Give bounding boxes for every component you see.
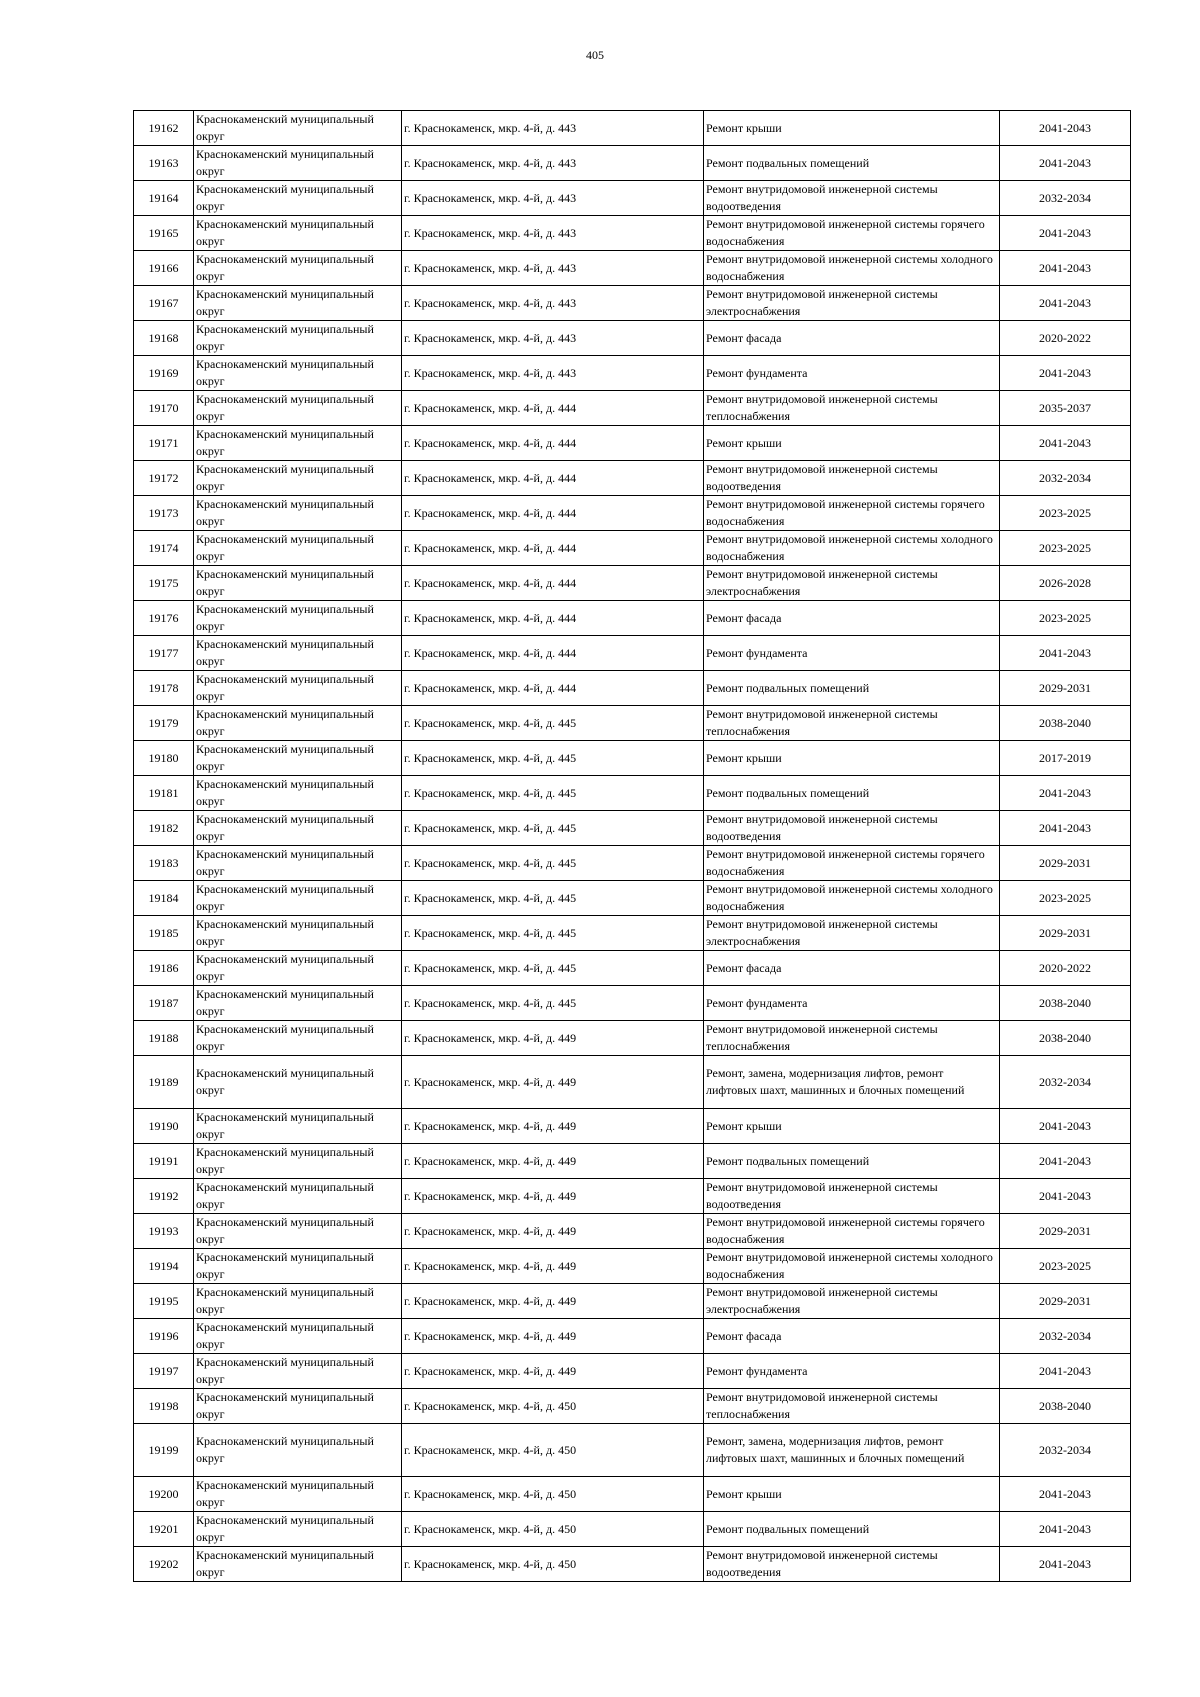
row-number-cell: 19198 bbox=[134, 1389, 194, 1424]
address-cell: г. Краснокаменск, мкр. 4-й, д. 443 bbox=[402, 181, 704, 216]
work-type-cell: Ремонт фасада bbox=[704, 321, 1000, 356]
table-row bbox=[134, 636, 1131, 671]
municipality-cell: Краснокаменский муниципальный округ bbox=[194, 1021, 402, 1056]
row-number-cell: 19170 bbox=[134, 391, 194, 426]
row-number-cell: 19194 bbox=[134, 1249, 194, 1284]
table-row bbox=[134, 706, 1131, 741]
address-cell: г. Краснокаменск, мкр. 4-й, д. 444 bbox=[402, 566, 704, 601]
work-type-cell: Ремонт внутридомовой инженерной системы водоотведения bbox=[704, 1179, 1000, 1214]
row-number-cell: 19164 bbox=[134, 181, 194, 216]
row-number-cell: 19184 bbox=[134, 881, 194, 916]
table-row bbox=[134, 811, 1131, 846]
years-cell: 2041-2043 bbox=[1000, 1512, 1131, 1547]
years-cell: 2041-2043 bbox=[1000, 811, 1131, 846]
address-cell: г. Краснокаменск, мкр. 4-й, д. 445 bbox=[402, 951, 704, 986]
work-type-cell: Ремонт, замена, модернизация лифтов, ремонт лифтовых шахт, машинных и блочных помещений bbox=[704, 1424, 1000, 1477]
years-cell: 2029-2031 bbox=[1000, 916, 1131, 951]
years-cell: 2023-2025 bbox=[1000, 531, 1131, 566]
work-type-cell: Ремонт внутридомовой инженерной системы холодного водоснабжения bbox=[704, 881, 1000, 916]
address-cell: г. Краснокаменск, мкр. 4-й, д. 449 bbox=[402, 1179, 704, 1214]
municipality-cell: Краснокаменский муниципальный округ bbox=[194, 636, 402, 671]
row-number-cell: 19179 bbox=[134, 706, 194, 741]
table-row bbox=[134, 426, 1131, 461]
work-type-cell: Ремонт, замена, модернизация лифтов, ремонт лифтовых шахт, машинных и блочных помещений bbox=[704, 1056, 1000, 1109]
row-number-cell: 19200 bbox=[134, 1477, 194, 1512]
table-row bbox=[134, 1109, 1131, 1144]
years-cell: 2032-2034 bbox=[1000, 1424, 1131, 1477]
municipality-cell: Краснокаменский муниципальный округ bbox=[194, 811, 402, 846]
table-row bbox=[134, 321, 1131, 356]
table-row bbox=[134, 1021, 1131, 1056]
municipality-cell: Краснокаменский муниципальный округ bbox=[194, 741, 402, 776]
address-cell: г. Краснокаменск, мкр. 4-й, д. 449 bbox=[402, 1284, 704, 1319]
work-type-cell: Ремонт фундамента bbox=[704, 1354, 1000, 1389]
years-cell: 2041-2043 bbox=[1000, 111, 1131, 146]
row-number-cell: 19168 bbox=[134, 321, 194, 356]
page-number: 405 bbox=[586, 48, 604, 62]
repair-schedule-table bbox=[133, 110, 1131, 1582]
row-number-cell: 19172 bbox=[134, 461, 194, 496]
work-type-cell: Ремонт фасада bbox=[704, 1319, 1000, 1354]
table-row bbox=[134, 1477, 1131, 1512]
address-cell: г. Краснокаменск, мкр. 4-й, д. 445 bbox=[402, 986, 704, 1021]
years-cell: 2029-2031 bbox=[1000, 846, 1131, 881]
address-cell: г. Краснокаменск, мкр. 4-й, д. 445 bbox=[402, 846, 704, 881]
years-cell: 2038-2040 bbox=[1000, 986, 1131, 1021]
work-type-cell: Ремонт фундамента bbox=[704, 986, 1000, 1021]
years-cell: 2032-2034 bbox=[1000, 461, 1131, 496]
table-row bbox=[134, 881, 1131, 916]
table-row bbox=[134, 1354, 1131, 1389]
years-cell: 2041-2043 bbox=[1000, 1144, 1131, 1179]
table-row bbox=[134, 251, 1131, 286]
years-cell: 2023-2025 bbox=[1000, 1249, 1131, 1284]
municipality-cell: Краснокаменский муниципальный округ bbox=[194, 426, 402, 461]
table-row bbox=[134, 776, 1131, 811]
years-cell: 2017-2019 bbox=[1000, 741, 1131, 776]
row-number-cell: 19190 bbox=[134, 1109, 194, 1144]
work-type-cell: Ремонт внутридомовой инженерной системы теплоснабжения bbox=[704, 1389, 1000, 1424]
work-type-cell: Ремонт подвальных помещений bbox=[704, 1512, 1000, 1547]
address-cell: г. Краснокаменск, мкр. 4-й, д. 444 bbox=[402, 601, 704, 636]
work-type-cell: Ремонт фасада bbox=[704, 601, 1000, 636]
address-cell: г. Краснокаменск, мкр. 4-й, д. 449 bbox=[402, 1144, 704, 1179]
table-row bbox=[134, 566, 1131, 601]
work-type-cell: Ремонт внутридомовой инженерной системы холодного водоснабжения bbox=[704, 531, 1000, 566]
table-row bbox=[134, 1284, 1131, 1319]
address-cell: г. Краснокаменск, мкр. 4-й, д. 445 bbox=[402, 741, 704, 776]
row-number-cell: 19177 bbox=[134, 636, 194, 671]
years-cell: 2041-2043 bbox=[1000, 146, 1131, 181]
years-cell: 2032-2034 bbox=[1000, 1319, 1131, 1354]
municipality-cell: Краснокаменский муниципальный округ bbox=[194, 1179, 402, 1214]
row-number-cell: 19174 bbox=[134, 531, 194, 566]
work-type-cell: Ремонт подвальных помещений bbox=[704, 776, 1000, 811]
row-number-cell: 19187 bbox=[134, 986, 194, 1021]
table-row bbox=[134, 1389, 1131, 1424]
work-type-cell: Ремонт подвальных помещений bbox=[704, 671, 1000, 706]
address-cell: г. Краснокаменск, мкр. 4-й, д. 444 bbox=[402, 391, 704, 426]
municipality-cell: Краснокаменский муниципальный округ bbox=[194, 1319, 402, 1354]
row-number-cell: 19169 bbox=[134, 356, 194, 391]
years-cell: 2041-2043 bbox=[1000, 356, 1131, 391]
row-number-cell: 19186 bbox=[134, 951, 194, 986]
row-number-cell: 19171 bbox=[134, 426, 194, 461]
municipality-cell: Краснокаменский муниципальный округ bbox=[194, 1056, 402, 1109]
row-number-cell: 19181 bbox=[134, 776, 194, 811]
work-type-cell: Ремонт фундамента bbox=[704, 636, 1000, 671]
municipality-cell: Краснокаменский муниципальный округ bbox=[194, 321, 402, 356]
address-cell: г. Краснокаменск, мкр. 4-й, д. 449 bbox=[402, 1056, 704, 1109]
years-cell: 2041-2043 bbox=[1000, 636, 1131, 671]
years-cell: 2032-2034 bbox=[1000, 1056, 1131, 1109]
row-number-cell: 19192 bbox=[134, 1179, 194, 1214]
years-cell: 2041-2043 bbox=[1000, 1109, 1131, 1144]
work-type-cell: Ремонт внутридомовой инженерной системы горячего водоснабжения bbox=[704, 496, 1000, 531]
table-row bbox=[134, 741, 1131, 776]
address-cell: г. Краснокаменск, мкр. 4-й, д. 443 bbox=[402, 286, 704, 321]
address-cell: г. Краснокаменск, мкр. 4-й, д. 450 bbox=[402, 1547, 704, 1582]
row-number-cell: 19197 bbox=[134, 1354, 194, 1389]
table-row bbox=[134, 951, 1131, 986]
work-type-cell: Ремонт внутридомовой инженерной системы холодного водоснабжения bbox=[704, 1249, 1000, 1284]
row-number-cell: 19196 bbox=[134, 1319, 194, 1354]
years-cell: 2023-2025 bbox=[1000, 601, 1131, 636]
years-cell: 2023-2025 bbox=[1000, 881, 1131, 916]
address-cell: г. Краснокаменск, мкр. 4-й, д. 444 bbox=[402, 461, 704, 496]
row-number-cell: 19191 bbox=[134, 1144, 194, 1179]
years-cell: 2041-2043 bbox=[1000, 216, 1131, 251]
table-row bbox=[134, 601, 1131, 636]
table-row bbox=[134, 356, 1131, 391]
table-row bbox=[134, 391, 1131, 426]
years-cell: 2038-2040 bbox=[1000, 1389, 1131, 1424]
municipality-cell: Краснокаменский муниципальный округ bbox=[194, 1424, 402, 1477]
municipality-cell: Краснокаменский муниципальный округ bbox=[194, 1214, 402, 1249]
row-number-cell: 19175 bbox=[134, 566, 194, 601]
address-cell: г. Краснокаменск, мкр. 4-й, д. 449 bbox=[402, 1319, 704, 1354]
municipality-cell: Краснокаменский муниципальный округ bbox=[194, 846, 402, 881]
years-cell: 2041-2043 bbox=[1000, 286, 1131, 321]
work-type-cell: Ремонт внутридомовой инженерной системы электроснабжения bbox=[704, 916, 1000, 951]
row-number-cell: 19176 bbox=[134, 601, 194, 636]
years-cell: 2029-2031 bbox=[1000, 671, 1131, 706]
municipality-cell: Краснокаменский муниципальный округ bbox=[194, 881, 402, 916]
table-row bbox=[134, 146, 1131, 181]
address-cell: г. Краснокаменск, мкр. 4-й, д. 443 bbox=[402, 251, 704, 286]
municipality-cell: Краснокаменский муниципальный округ bbox=[194, 1477, 402, 1512]
years-cell: 2041-2043 bbox=[1000, 1477, 1131, 1512]
address-cell: г. Краснокаменск, мкр. 4-й, д. 444 bbox=[402, 671, 704, 706]
years-cell: 2023-2025 bbox=[1000, 496, 1131, 531]
years-cell: 2038-2040 bbox=[1000, 706, 1131, 741]
address-cell: г. Краснокаменск, мкр. 4-й, д. 443 bbox=[402, 146, 704, 181]
row-number-cell: 19202 bbox=[134, 1547, 194, 1582]
municipality-cell: Краснокаменский муниципальный округ bbox=[194, 496, 402, 531]
table-row bbox=[134, 1512, 1131, 1547]
work-type-cell: Ремонт внутридомовой инженерной системы горячего водоснабжения bbox=[704, 1214, 1000, 1249]
municipality-cell: Краснокаменский муниципальный округ bbox=[194, 286, 402, 321]
address-cell: г. Краснокаменск, мкр. 4-й, д. 444 bbox=[402, 426, 704, 461]
row-number-cell: 19201 bbox=[134, 1512, 194, 1547]
work-type-cell: Ремонт внутридомовой инженерной системы водоотведения bbox=[704, 1547, 1000, 1582]
row-number-cell: 19180 bbox=[134, 741, 194, 776]
years-cell: 2041-2043 bbox=[1000, 1179, 1131, 1214]
address-cell: г. Краснокаменск, мкр. 4-й, д. 444 bbox=[402, 531, 704, 566]
municipality-cell: Краснокаменский муниципальный округ bbox=[194, 671, 402, 706]
municipality-cell: Краснокаменский муниципальный округ bbox=[194, 391, 402, 426]
municipality-cell: Краснокаменский муниципальный округ bbox=[194, 1389, 402, 1424]
table-row bbox=[134, 496, 1131, 531]
address-cell: г. Краснокаменск, мкр. 4-й, д. 450 bbox=[402, 1512, 704, 1547]
table-row bbox=[134, 1056, 1131, 1109]
address-cell: г. Краснокаменск, мкр. 4-й, д. 445 bbox=[402, 916, 704, 951]
table-row bbox=[134, 111, 1131, 146]
municipality-cell: Краснокаменский муниципальный округ bbox=[194, 951, 402, 986]
table-row bbox=[134, 986, 1131, 1021]
address-cell: г. Краснокаменск, мкр. 4-й, д. 450 bbox=[402, 1477, 704, 1512]
municipality-cell: Краснокаменский муниципальный округ bbox=[194, 1354, 402, 1389]
work-type-cell: Ремонт крыши bbox=[704, 426, 1000, 461]
work-type-cell: Ремонт фундамента bbox=[704, 356, 1000, 391]
table-row bbox=[134, 1319, 1131, 1354]
address-cell: г. Краснокаменск, мкр. 4-й, д. 449 bbox=[402, 1249, 704, 1284]
row-number-cell: 19162 bbox=[134, 111, 194, 146]
work-type-cell: Ремонт внутридомовой инженерной системы теплоснабжения bbox=[704, 1021, 1000, 1056]
municipality-cell: Краснокаменский муниципальный округ bbox=[194, 251, 402, 286]
address-cell: г. Краснокаменск, мкр. 4-й, д. 443 bbox=[402, 356, 704, 391]
row-number-cell: 19166 bbox=[134, 251, 194, 286]
years-cell: 2041-2043 bbox=[1000, 426, 1131, 461]
table-row bbox=[134, 461, 1131, 496]
municipality-cell: Краснокаменский муниципальный округ bbox=[194, 216, 402, 251]
years-cell: 2041-2043 bbox=[1000, 1547, 1131, 1582]
row-number-cell: 19189 bbox=[134, 1056, 194, 1109]
work-type-cell: Ремонт внутридомовой инженерной системы электроснабжения bbox=[704, 1284, 1000, 1319]
years-cell: 2020-2022 bbox=[1000, 321, 1131, 356]
municipality-cell: Краснокаменский муниципальный округ bbox=[194, 776, 402, 811]
municipality-cell: Краснокаменский муниципальный округ bbox=[194, 356, 402, 391]
years-cell: 2026-2028 bbox=[1000, 566, 1131, 601]
address-cell: г. Краснокаменск, мкр. 4-й, д. 449 bbox=[402, 1109, 704, 1144]
row-number-cell: 19199 bbox=[134, 1424, 194, 1477]
work-type-cell: Ремонт крыши bbox=[704, 1109, 1000, 1144]
address-cell: г. Краснокаменск, мкр. 4-й, д. 445 bbox=[402, 881, 704, 916]
municipality-cell: Краснокаменский муниципальный округ bbox=[194, 1547, 402, 1582]
work-type-cell: Ремонт внутридомовой инженерной системы электроснабжения bbox=[704, 286, 1000, 321]
address-cell: г. Краснокаменск, мкр. 4-й, д. 449 bbox=[402, 1354, 704, 1389]
address-cell: г. Краснокаменск, мкр. 4-й, д. 450 bbox=[402, 1389, 704, 1424]
address-cell: г. Краснокаменск, мкр. 4-й, д. 445 bbox=[402, 706, 704, 741]
municipality-cell: Краснокаменский муниципальный округ bbox=[194, 706, 402, 741]
row-number-cell: 19182 bbox=[134, 811, 194, 846]
work-type-cell: Ремонт подвальных помещений bbox=[704, 146, 1000, 181]
table-row bbox=[134, 531, 1131, 566]
row-number-cell: 19167 bbox=[134, 286, 194, 321]
table-row bbox=[134, 1144, 1131, 1179]
years-cell: 2035-2037 bbox=[1000, 391, 1131, 426]
municipality-cell: Краснокаменский муниципальный округ bbox=[194, 986, 402, 1021]
address-cell: г. Краснокаменск, мкр. 4-й, д. 449 bbox=[402, 1214, 704, 1249]
table-row bbox=[134, 216, 1131, 251]
work-type-cell: Ремонт подвальных помещений bbox=[704, 1144, 1000, 1179]
municipality-cell: Краснокаменский муниципальный округ bbox=[194, 601, 402, 636]
work-type-cell: Ремонт крыши bbox=[704, 1477, 1000, 1512]
row-number-cell: 19183 bbox=[134, 846, 194, 881]
years-cell: 2029-2031 bbox=[1000, 1284, 1131, 1319]
address-cell: г. Краснокаменск, мкр. 4-й, д. 443 bbox=[402, 321, 704, 356]
address-cell: г. Краснокаменск, мкр. 4-й, д. 443 bbox=[402, 216, 704, 251]
row-number-cell: 19173 bbox=[134, 496, 194, 531]
address-cell: г. Краснокаменск, мкр. 4-й, д. 443 bbox=[402, 111, 704, 146]
address-cell: г. Краснокаменск, мкр. 4-й, д. 444 bbox=[402, 636, 704, 671]
table-row bbox=[134, 671, 1131, 706]
work-type-cell: Ремонт внутридомовой инженерной системы электроснабжения bbox=[704, 566, 1000, 601]
work-type-cell: Ремонт внутридомовой инженерной системы водоотведения bbox=[704, 461, 1000, 496]
years-cell: 2029-2031 bbox=[1000, 1214, 1131, 1249]
municipality-cell: Краснокаменский муниципальный округ bbox=[194, 146, 402, 181]
table-row bbox=[134, 1214, 1131, 1249]
row-number-cell: 19165 bbox=[134, 216, 194, 251]
years-cell: 2020-2022 bbox=[1000, 951, 1131, 986]
address-cell: г. Краснокаменск, мкр. 4-й, д. 449 bbox=[402, 1021, 704, 1056]
municipality-cell: Краснокаменский муниципальный округ bbox=[194, 566, 402, 601]
municipality-cell: Краснокаменский муниципальный округ bbox=[194, 916, 402, 951]
address-cell: г. Краснокаменск, мкр. 4-й, д. 445 bbox=[402, 811, 704, 846]
work-type-cell: Ремонт внутридомовой инженерной системы холодного водоснабжения bbox=[704, 251, 1000, 286]
work-type-cell: Ремонт внутридомовой инженерной системы теплоснабжения bbox=[704, 706, 1000, 741]
table-row bbox=[134, 1424, 1131, 1477]
table-row bbox=[134, 846, 1131, 881]
table-row bbox=[134, 1547, 1131, 1582]
work-type-cell: Ремонт внутридомовой инженерной системы теплоснабжения bbox=[704, 391, 1000, 426]
municipality-cell: Краснокаменский муниципальный округ bbox=[194, 111, 402, 146]
years-cell: 2032-2034 bbox=[1000, 181, 1131, 216]
row-number-cell: 19185 bbox=[134, 916, 194, 951]
work-type-cell: Ремонт внутридомовой инженерной системы водоотведения bbox=[704, 811, 1000, 846]
municipality-cell: Краснокаменский муниципальный округ bbox=[194, 461, 402, 496]
municipality-cell: Краснокаменский муниципальный округ bbox=[194, 1249, 402, 1284]
work-type-cell: Ремонт внутридомовой инженерной системы горячего водоснабжения bbox=[704, 216, 1000, 251]
municipality-cell: Краснокаменский муниципальный округ bbox=[194, 181, 402, 216]
work-type-cell: Ремонт крыши bbox=[704, 111, 1000, 146]
row-number-cell: 19178 bbox=[134, 671, 194, 706]
work-type-cell: Ремонт крыши bbox=[704, 741, 1000, 776]
table-row bbox=[134, 1249, 1131, 1284]
work-type-cell: Ремонт внутридомовой инженерной системы водоотведения bbox=[704, 181, 1000, 216]
address-cell: г. Краснокаменск, мкр. 4-й, д. 445 bbox=[402, 776, 704, 811]
table-body bbox=[134, 111, 1131, 1582]
table-row bbox=[134, 916, 1131, 951]
municipality-cell: Краснокаменский муниципальный округ bbox=[194, 1144, 402, 1179]
municipality-cell: Краснокаменский муниципальный округ bbox=[194, 1512, 402, 1547]
address-cell: г. Краснокаменск, мкр. 4-й, д. 450 bbox=[402, 1424, 704, 1477]
years-cell: 2041-2043 bbox=[1000, 251, 1131, 286]
row-number-cell: 19163 bbox=[134, 146, 194, 181]
table-row bbox=[134, 181, 1131, 216]
municipality-cell: Краснокаменский муниципальный округ bbox=[194, 1284, 402, 1319]
row-number-cell: 19195 bbox=[134, 1284, 194, 1319]
years-cell: 2038-2040 bbox=[1000, 1021, 1131, 1056]
table-row bbox=[134, 1179, 1131, 1214]
table-row bbox=[134, 286, 1131, 321]
row-number-cell: 19193 bbox=[134, 1214, 194, 1249]
municipality-cell: Краснокаменский муниципальный округ bbox=[194, 531, 402, 566]
address-cell: г. Краснокаменск, мкр. 4-й, д. 444 bbox=[402, 496, 704, 531]
years-cell: 2041-2043 bbox=[1000, 776, 1131, 811]
municipality-cell: Краснокаменский муниципальный округ bbox=[194, 1109, 402, 1144]
work-type-cell: Ремонт фасада bbox=[704, 951, 1000, 986]
years-cell: 2041-2043 bbox=[1000, 1354, 1131, 1389]
work-type-cell: Ремонт внутридомовой инженерной системы горячего водоснабжения bbox=[704, 846, 1000, 881]
row-number-cell: 19188 bbox=[134, 1021, 194, 1056]
